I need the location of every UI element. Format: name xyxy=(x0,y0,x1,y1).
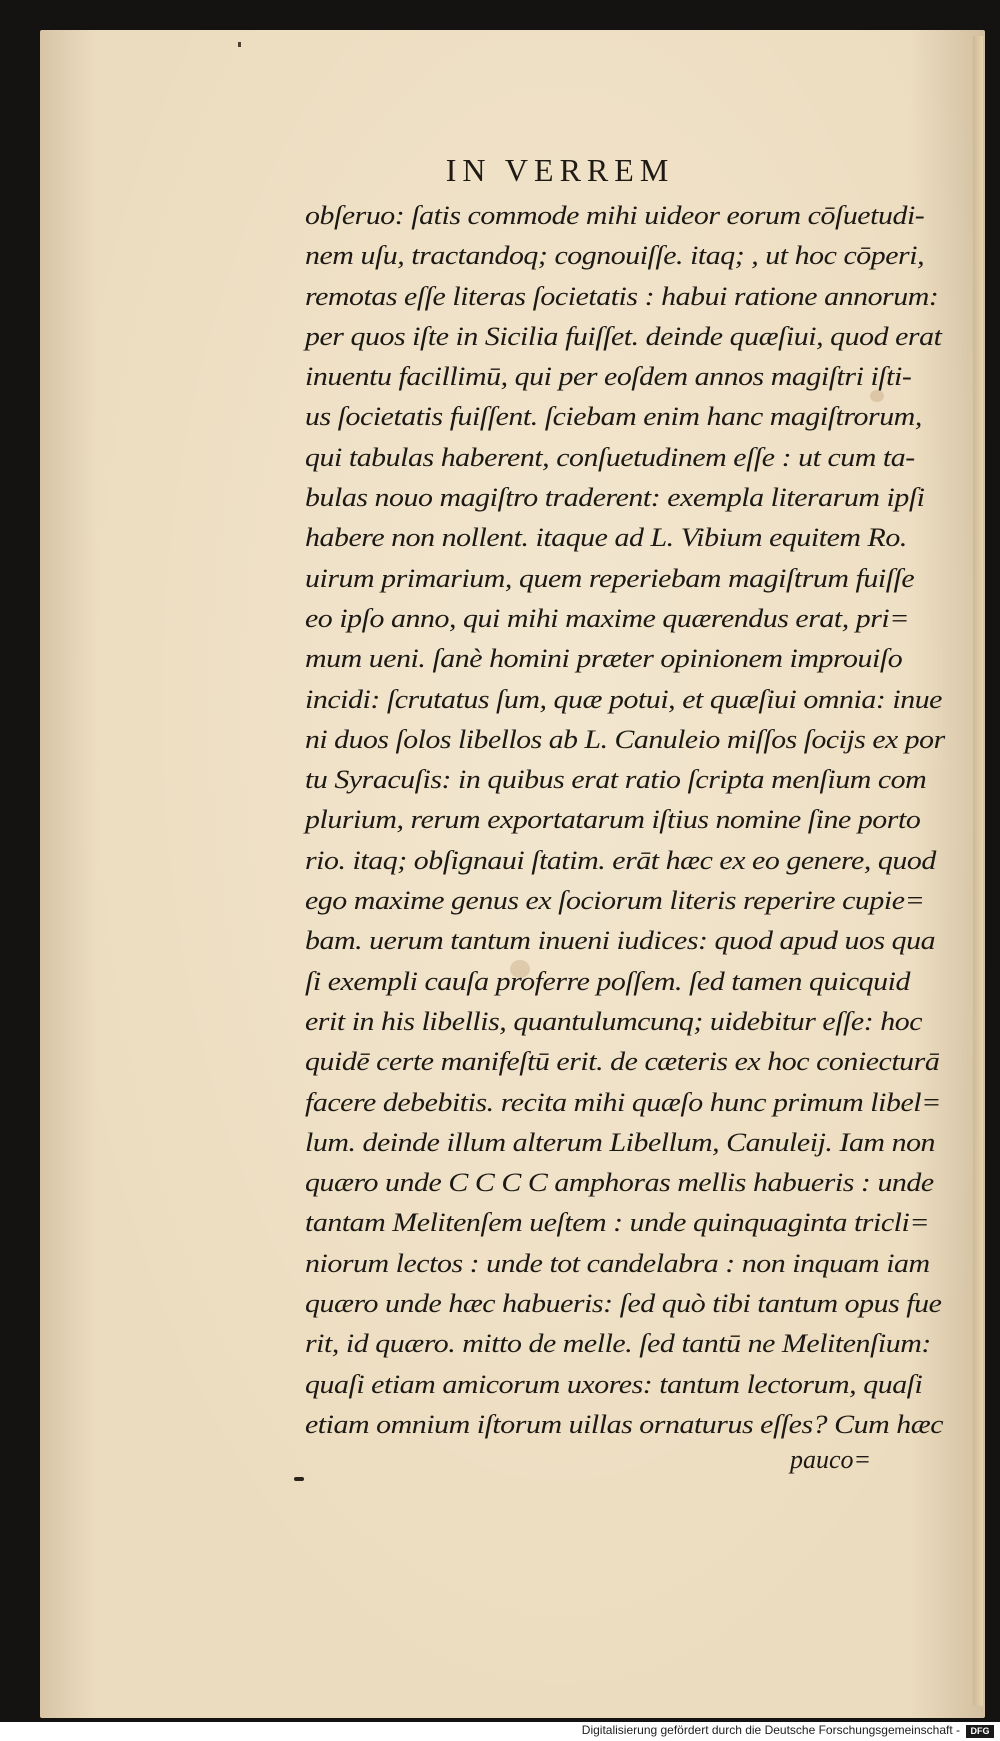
running-head: IN VERREM xyxy=(445,152,675,188)
text-line: remotas eſſe literas ſocietatis : habui ratione annorum: xyxy=(305,281,939,311)
text-line: rit, id quæro. mitto de melle. ſed tantū ne Melitenſium: xyxy=(305,1329,931,1359)
text-line: qui tabulas haberent, conſuetudinem eſſe : ut cum ta- xyxy=(305,442,915,472)
text-line: quidē certe manifeſtū erit. de cæteris ex hoc coniecturā xyxy=(305,1047,940,1077)
text-line: us ſocietatis fuiſſent. ſciebam enim hanc magiſtrorum, xyxy=(305,402,922,432)
dfg-logo: DFG xyxy=(966,1725,994,1738)
text-block xyxy=(305,196,945,1445)
text-line: ni duos ſolos libellos ab L. Canuleio miſſos ſocijs ex por xyxy=(305,724,945,754)
text-line: lum. deinde illum alterum Libellum, Canuleij. Iam non xyxy=(305,1127,936,1157)
text-line: obſeruo: ſatis commode mihi uideor eorum cōſuetudi- xyxy=(305,201,925,230)
text-line: incidi: ſcrutatus ſum, quæ potui, et quæſiui omnia: inue xyxy=(305,684,942,714)
text-line: nem uſu, tractandoq; cognouiſſe. itaq; , ut hoc cōperi, xyxy=(305,241,925,271)
text-line: ego maxime genus ex ſociorum literis reperire cupie= xyxy=(305,886,925,916)
text-line: tantam Melitenſem ueſtem : unde quinquaginta tricli= xyxy=(305,1208,930,1238)
text-line: inuentu facillimū, qui per eoſdem annos magiſtri iſti- xyxy=(305,362,912,392)
text-line: per quos iſte in Sicilia fuiſſet. deinde quæſiui, quod erat xyxy=(305,321,942,351)
text-line: bam. uerum tantum inueni iudices: quod apud uos qua xyxy=(305,926,936,956)
text-line: etiam omnium iſtorum uillas ornaturus eſſes? Cum hæc xyxy=(305,1409,944,1439)
text-line: niorum lectos : unde tot candelabra : non inquam iam xyxy=(305,1248,930,1278)
text-line: rio. itaq; obſignaui ſtatim. erāt hæc ex eo genere, quod xyxy=(305,845,936,875)
text-line: habere non nollent. itaque ad L. Vibium equitem Ro. xyxy=(305,523,907,553)
text-line: quæro unde hæc habueris: ſed quò tibi tantum opus fue xyxy=(305,1289,942,1319)
text-line: facere debebitis. recita mihi quæſo hunc primum libel= xyxy=(305,1087,941,1117)
text-line: ſi exempli cauſa proferre poſſem. ſed tamen quicquid xyxy=(305,966,910,996)
text-line: tu Syracuſis: in quibus erat ratio ſcripta menſium com xyxy=(305,765,927,795)
text-line: mum ueni. ſanè homini præter opinionem improuiſo xyxy=(305,644,903,674)
footer-credit: Digitalisierung gefördert durch die Deutsche Forschungsgemeinschaft - xyxy=(581,1723,960,1737)
text-line: quaſi etiam amicorum uxores: tantum lectorum, quaſi xyxy=(305,1369,923,1399)
text-line: quæro unde C C C C amphoras mellis habueris : unde xyxy=(305,1168,934,1198)
digitization-footer xyxy=(0,1722,1000,1741)
ink-mark xyxy=(294,1477,304,1481)
text-line: bulas nouo magiſtro traderent: exempla literarum ipſi xyxy=(305,483,925,513)
catchword: pauco= xyxy=(790,1445,872,1474)
text-line: erit in his libellis, quantulumcunq; uidebitur eſſe: hoc xyxy=(305,1006,923,1036)
text-line: uirum primarium, quem reperiebam magiſtrum fuiſſe xyxy=(305,563,915,593)
text-line: plurium, rerum exportatarum iſtius nomine ſine porto xyxy=(305,805,921,835)
page-mark xyxy=(238,42,241,47)
text-line: eo ipſo anno, qui mihi maxime quærendus erat, pri= xyxy=(305,603,910,633)
